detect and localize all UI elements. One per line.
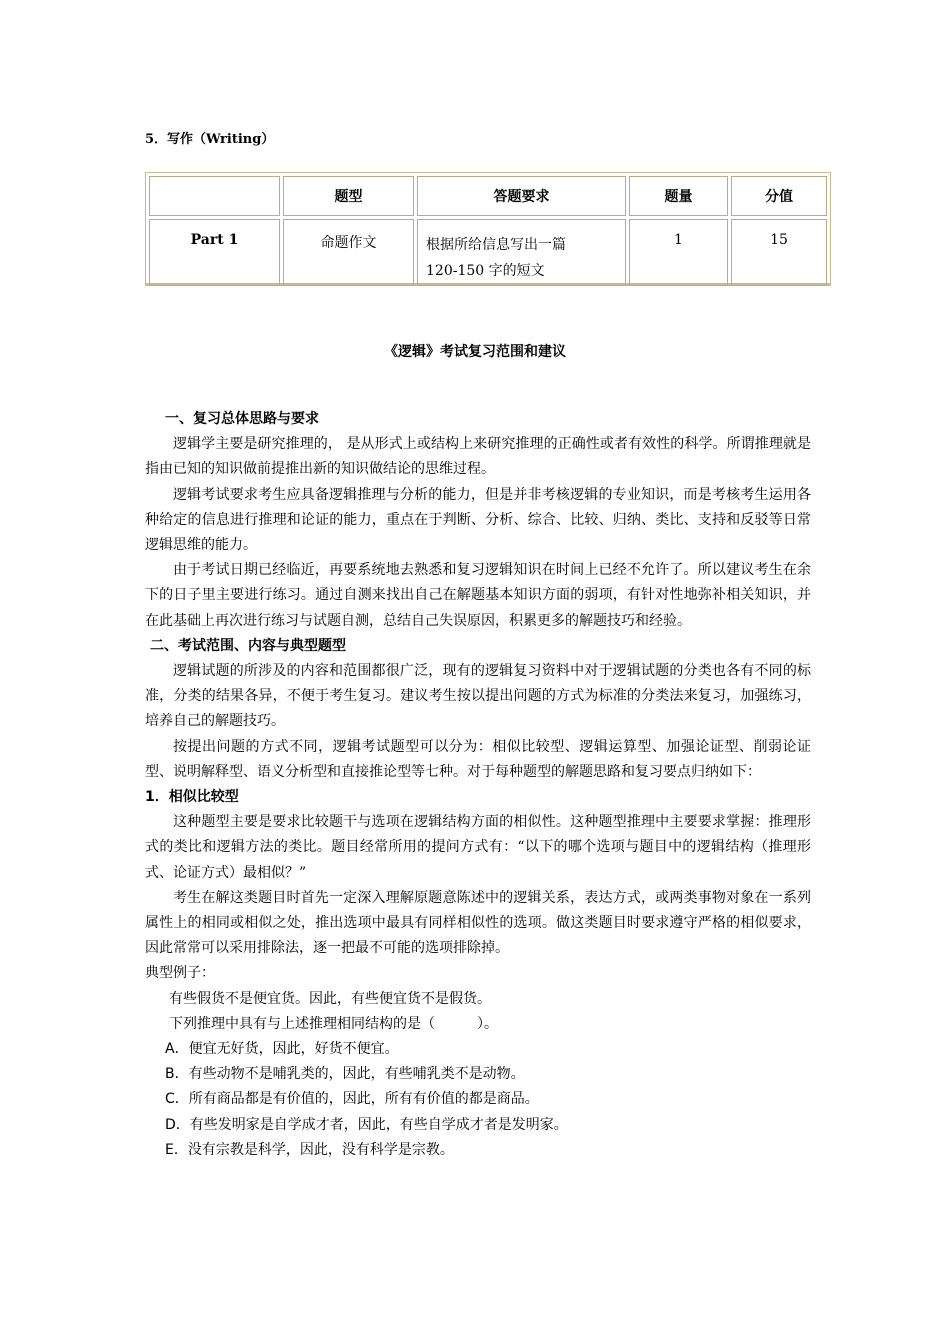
section-5-heading: 5．写作（Writing） [145,132,275,147]
option-item [145,1062,811,1087]
table-cell-count: 1 [629,219,728,286]
option-item [145,1113,811,1138]
table-header-cell: 题型 [283,176,414,216]
requirement-line: 根据所给信息写出一篇 [426,237,566,253]
paragraph: 由于考试日期已经临近，再要系统地去熟悉和复习逻辑知识在时间上已经不允许了。所以建议考生在余下的日子里主要进行练习。通过自测来找出自己在解题基本知识方面的弱项，有针对性地弥补相关知识，并在此基础上再次进行练习与试题自测，总结自己失误原因，积累更多的解题技巧和经验。 [145,562,811,629]
document-body [145,407,811,1163]
paragraph: 逻辑试题的所涉及的内容和范围都很广泛，现有的逻辑复习资料中对于逻辑试题的分类也各有不同的标准，分类的结果各异，不便于考生复习。建议考生按以提出问题的方式为标准的分类法来复习，加强练习，培养自己的解题技巧。 [145,663,811,730]
example-label: 典型例子： [145,965,215,982]
option-item [145,1087,811,1112]
paragraph: 考生在解这类题目时首先一定深入理解原题意陈述中的逻辑关系，表达方式，或两类事物对象在一系列属性上的相同或相似之处，推出选项中最具有同样相似性的选项。做这类题目时要求遵守严格的相似要求，因此常常可以采用排除法，逐一把最不可能的选项排除掉。 [145,889,811,957]
paragraph: 这种题型主要是要求比较题干与选项在逻辑结构方面的相似性。这种题型推理中主要要求掌握：推理形式的类比和逻辑方法的类比。题目经常所用的提问方式有：“以下的哪个选项与题目中的逻辑结构（推理形式、论证方式）最相似？” [145,814,811,881]
option-text: 便宜无好货，因此，好货不便宜。 [188,1041,399,1058]
writing-table [145,172,831,286]
subsection-1-heading: 1．相似比较型 [145,789,239,806]
option-label: E． [165,1141,188,1158]
document-title: 《逻辑》考试复习范围和建议 [384,344,566,360]
option-text: 有些发明家是自学成才者，因此，有些自学成才者是发明家。 [189,1116,568,1133]
option-label: C． [165,1091,189,1108]
paragraph: 逻辑学主要是研究推理的， 是从形式上或结构上来研究推理的正确性或者有效性的科学。所谓推理就是指由已知的知识做前提推出新的知识做结论的思维过程。 [145,436,811,478]
table-cell-type: 命题作文 [283,219,414,286]
table-cell-score: 15 [731,219,827,286]
paragraph: 按提出问题的方式不同，逻辑考试题型可以分为：相似比较型、逻辑运算型、加强论证型、削弱论证型、说明解释型、语义分析型和直接推论型等七种。对于每种题型的解题思路和复习要点归纳如下： [145,738,811,780]
option-label: A． [165,1041,189,1058]
requirement-line: 120-150 字的短文 [426,263,545,279]
option-text: 有些动物不是哺乳类的，因此，有些哺乳类不是动物。 [188,1066,525,1083]
table-header-cell: 分值 [731,176,827,216]
table-cell-part: Part 1 [149,219,280,286]
option-item [145,1138,811,1163]
option-text: 没有宗教是科学，因此，没有科学是宗教。 [187,1141,454,1158]
table-cell-requirement [417,219,626,286]
table-header-cell [149,176,280,216]
example-question: 下列推理中具有与上述推理相同结构的是（ ）。 [169,1015,498,1032]
option-text: 所有商品都是有价值的，因此，所有有价值的都是商品。 [188,1091,539,1108]
table-header-row [149,176,827,216]
option-label: D． [165,1116,190,1133]
section-2-heading: 二、考试范围、内容与典型题型 [150,637,346,654]
table-header-cell: 答题要求 [417,176,626,216]
paragraph: 逻辑考试要求考生应具备逻辑推理与分析的能力，但是并非考核逻辑的专业知识，而是考核考生运用各种给定的信息进行推理和论证的能力，重点在于判断、分析、综合、比较、归纳、类比、支持和反驳等日常逻辑思维的能力。 [145,486,811,554]
option-label: B． [165,1066,189,1083]
option-item [145,1037,811,1062]
section-1-heading: 一、复习总体思路与要求 [165,411,319,427]
example-premise: 有些假货不是便宜货。因此，有些便宜货不是假货。 [169,990,491,1007]
table-row [149,219,827,286]
table-header-cell: 题量 [629,176,728,216]
